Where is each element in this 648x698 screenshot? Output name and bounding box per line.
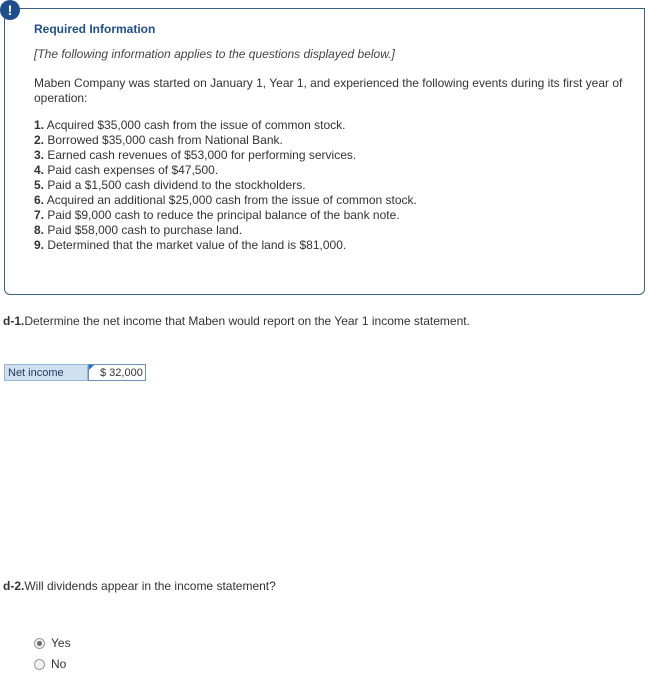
event-item: 4. Paid cash expenses of $47,500. <box>34 163 219 177</box>
radio-yes-icon[interactable] <box>34 638 45 649</box>
event-item: 3. Earned cash revenues of $53,000 for performing services. <box>34 148 357 162</box>
event-item: 5. Paid a $1,500 cash dividend to the stockholders. <box>34 178 306 192</box>
radio-option-yes[interactable] <box>34 636 71 650</box>
event-item: 2. Borrowed $35,000 cash from National Bank. <box>34 133 283 147</box>
net-income-label: Net income <box>4 364 88 381</box>
event-item: 9. Determined that the market value of the land is $81,000. <box>34 238 347 252</box>
question-d1 <box>3 314 470 328</box>
question-d1-label: d-1. <box>3 314 25 328</box>
question-d1-text: Determine the net income that Maben would report on the Year 1 income statement. <box>24 314 470 328</box>
radio-yes-label: Yes <box>51 636 71 650</box>
required-info-title: Required Information <box>34 22 156 36</box>
events-list <box>34 118 417 253</box>
event-item: 1. Acquired $35,000 cash from the issue of common stock. <box>34 118 346 132</box>
radio-option-no[interactable] <box>34 657 66 671</box>
net-income-input[interactable] <box>88 364 146 381</box>
required-info-intro: Maben Company was started on January 1, Year 1, and experienced the following events during its first year of operation: <box>34 76 623 105</box>
net-income-row <box>4 364 146 381</box>
event-item: 7. Paid $9,000 cash to reduce the principal balance of the bank note. <box>34 208 400 222</box>
event-item: 8. Paid $58,000 cash to purchase land. <box>34 223 243 237</box>
question-d2-label: d-2. <box>3 579 25 593</box>
question-d2-text: Will dividends appear in the income statement? <box>24 579 276 593</box>
radio-no-icon[interactable] <box>34 659 45 670</box>
required-info-note: [The following information applies to the questions displayed below.] <box>34 47 395 61</box>
event-item: 6. Acquired an additional $25,000 cash from the issue of common stock. <box>34 193 417 207</box>
answer-marker-icon <box>89 365 94 370</box>
question-d2 <box>3 579 276 593</box>
radio-no-label: No <box>51 657 67 671</box>
net-income-value: $ 32,000 <box>100 367 143 379</box>
alert-icon: ! <box>0 0 20 20</box>
